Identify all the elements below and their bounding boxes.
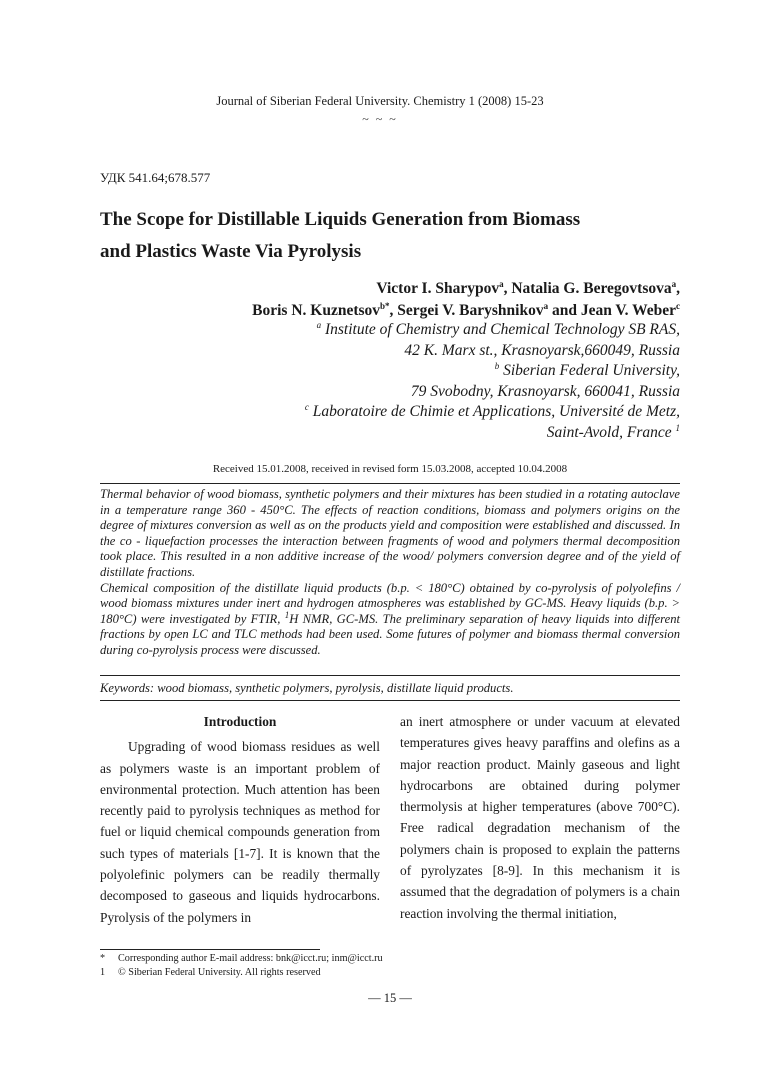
paper-title	[100, 204, 680, 268]
title-line: The Scope for Distillable Liquids Generation from Biomass	[100, 209, 581, 230]
footnote-text: Corresponding author E-mail address: bnk@icct.ru; inm@icct.ru	[118, 953, 383, 964]
affiliations	[305, 320, 680, 443]
affiliation-text: Laboratoire de Chimie et Applications, Université de Metz,	[312, 403, 680, 420]
affiliation-line	[305, 402, 680, 423]
section-heading: Introduction	[203, 714, 277, 729]
isotope-mark: 1	[284, 609, 290, 620]
author-name: Sergei V. Baryshnikov	[397, 302, 544, 319]
header-ornament: ~ ~ ~	[362, 112, 398, 126]
abstract-paragraph	[100, 581, 680, 659]
title-line: and Plastics Waste Via Pyrolysis	[100, 241, 362, 262]
affiliation-line	[305, 320, 680, 341]
author-line	[252, 300, 680, 322]
affiliation-text: Saint-Avold, France	[546, 423, 672, 441]
journal-header: Journal of Siberian Federal University. Chemistry 1 (2008) 15-23	[216, 94, 544, 108]
body-paragraph: Upgrading of wood biomass residues as well as polymers waste is an important problem of environmental protection. Much attention has been recently paid to pyrolysis techniques as method for fuel or liquid chemical compounds generation from such types of materials [1-7]. It is known that the polyolefinic polymers can be readily thermally decomposed to gaseous and liquids hydrocarbons. Pyrolysis of the polymers in	[100, 739, 380, 925]
author-separator: ,	[676, 280, 680, 297]
author-name: Natalia G. Beregovtsova	[511, 280, 672, 297]
body-paragraph: an inert atmosphere or under vacuum at elevated temperatures gives heavy paraffins and olefins as a major reaction product. Mainly gaseous and light hydrocarbons are obtained during polymer thermolysis at higher temperatures (above 700°C). Free radical degradation mechanism of the polymers chain is proposed to explain the patterns of pyrolyzates [8-9]. In this mechanism it is assumed that the degradation of polymers is a chain reaction involving the thermal initiation,	[400, 714, 680, 921]
author-affil-mark: b*	[380, 300, 390, 311]
author-separator: ,	[389, 302, 398, 319]
abstract	[100, 487, 680, 659]
affiliation-mark: b	[494, 360, 500, 371]
received-dates: Received 15.01.2008, received in revised form 15.03.2008, accepted 10.04.2008	[212, 463, 568, 475]
page-number: — 15 —	[368, 991, 412, 1005]
footnote	[100, 953, 383, 964]
footnote-mark: *	[100, 953, 106, 964]
body-column-right	[400, 711, 680, 924]
affiliation-text: Institute of Chemistry and Chemical Technology SB RAS,	[324, 321, 680, 338]
affiliation-line	[305, 361, 680, 382]
body-column-left	[100, 711, 380, 928]
author-name: Victor I. Sharypov	[376, 280, 500, 297]
footnote-text: © Siberian Federal University. All rights reserved	[118, 967, 321, 978]
abstract-text: H NMR, GC-MS. The preliminary separation of heavy liquids into different fractions by open LC and TLC methods had been used. Some futures of polymer and biomass thermal conversion during co-pyrolysis process were discussed.	[100, 611, 680, 657]
footnote	[100, 967, 321, 978]
footnote-mark: 1	[100, 967, 106, 978]
author-affil-mark: c	[676, 300, 680, 311]
footnote-mark: 1	[675, 422, 680, 433]
affiliation-text: Siberian Federal University,	[503, 362, 680, 379]
footnote-rule	[100, 949, 320, 950]
keywords-top-rule	[100, 675, 680, 676]
keywords: Keywords: wood biomass, synthetic polymers, pyrolysis, distillate liquid products.	[100, 681, 514, 695]
author-list	[252, 278, 680, 322]
author-affil-mark: a	[543, 300, 549, 311]
affiliation-text: 79 Svobodny, Krasnoyarsk, 660041, Russia	[410, 382, 680, 400]
author-line	[252, 278, 680, 300]
affiliation-mark: c	[304, 401, 309, 412]
affiliation-line	[305, 423, 680, 444]
author-separator: ,	[503, 280, 512, 297]
affiliation-text: 42 K. Marx st., Krasnoyarsk,660049, Russia	[404, 341, 680, 359]
author-affil-mark: a	[671, 278, 677, 289]
affiliation-line	[305, 382, 680, 403]
abstract-text: Chemical composition of the distillate liquid products (b.p. < 180°C) obtained by co-pyrolysis of polyolefins / wood biomass mixtures under inert and hydrogen atmospheres was established by GC-MS. Heavy liquids (b.p. > 180°C) were investigated by FTIR,	[100, 580, 680, 626]
author-affil-mark: a	[499, 278, 504, 289]
abstract-top-rule	[100, 483, 680, 484]
affiliation-mark: a	[316, 319, 322, 330]
keywords-bottom-rule	[100, 700, 680, 701]
author-name: Boris N. Kuznetsov	[252, 302, 381, 319]
abstract-paragraph: Thermal behavior of wood biomass, synthetic polymers and their mixtures has been studied in a rotating autoclave in a temperature range 360 - 450°C. The effects of reaction conditions, biomass and polymers origins on the degree of mixtures conversion as well as on the products yield and composition were established and discussed. In the co - liquefaction processes the interaction between fragments of wood and polymers thermal decomposition took place. This resulted in a non additive increase of the wood/ polymers conversion degree and of the yield of distillate fractions.	[100, 487, 680, 579]
author-name: Jean V. Weber	[580, 302, 676, 319]
author-separator: and	[548, 302, 581, 319]
udk-code: УДК 541.64;678.577	[100, 170, 211, 185]
affiliation-line	[305, 341, 680, 362]
